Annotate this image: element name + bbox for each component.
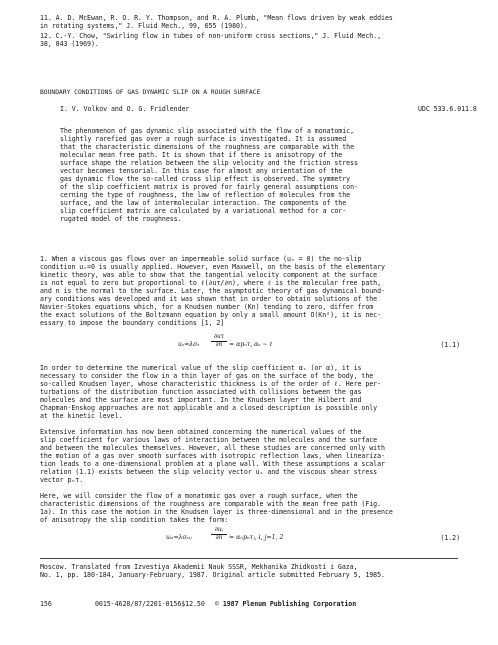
- abstract-line: vector becomes tensorial. In this case for almost any orientation of the: [60, 167, 343, 175]
- body-line: 1a). In this case the motion in the Knudsen layer is three-dimensional and in the presence: [40, 508, 393, 516]
- abstract: [60, 127, 358, 223]
- body-paragraph-1: [40, 255, 385, 327]
- body-line: and between the molecules themselves. However, all these studies are concerned only with: [40, 444, 385, 452]
- body-line: kinetic theory, was able to show that the tangential velocity component at the surface: [40, 271, 378, 279]
- udc-code: UDC 533.6.011.8: [418, 105, 477, 113]
- fraction-denominator: ∂n: [215, 341, 223, 348]
- abstract-line: slip coefficient matrix are calculated by a variational method for a cor-: [60, 207, 347, 215]
- equation-number: (1.2): [440, 534, 460, 542]
- body-line: necessary to consider the flow in a thin layer of gas on the surface of the body, the: [40, 372, 374, 380]
- body-line: characteristic dimensions of the roughness are comparable with the mean free path (Fig.: [40, 500, 382, 508]
- abstract-line: of the slip coefficient matrix is proved for fairly general assumptions con-: [60, 183, 358, 191]
- copyright-symbol: ©: [215, 600, 219, 608]
- fraction-denominator: ∂n: [215, 534, 223, 541]
- abstract-line: that the characteristic dimensions of the roughness are comparable with the: [60, 143, 354, 151]
- equation-rhs: = αpₙτ, αₛ ∼ ℓ: [229, 341, 273, 348]
- abstract-line: rugated model of the roughness.: [60, 215, 182, 223]
- equation-fraction: [211, 334, 227, 348]
- body-line: tion leads to a one-dimensional problem at a plane wall. With these assumptions a scalar: [40, 460, 385, 468]
- equation-fraction: [211, 527, 227, 541]
- body-line: Navier-Stokes equations which, for a Knudsen number (Kn) tending to zero, differ from: [40, 303, 374, 311]
- body-line: essary to impose the boundary conditions [1, 2]: [40, 319, 225, 327]
- equation-rhs: = αᵢⱼpₙτⱼ, i, j=1, 2: [229, 534, 284, 541]
- body-line: condition uᵢ=0 is usually applied. However, even Maxwell, on the basis of the elementary: [40, 263, 385, 271]
- footnote-line: No. 1, pp. 180-184, January-February, 1987. Original article submitted February 5, 1985.: [40, 571, 385, 579]
- body-paragraph-4: [40, 492, 393, 524]
- page-number: 156: [40, 600, 52, 608]
- reference-line: 38, 843 (1969).: [40, 40, 99, 48]
- body-line: vector pₙτ.: [40, 476, 84, 484]
- abstract-line: The phenomenon of gas dynamic slip associated with the flow of a monatomic,: [60, 127, 354, 135]
- abstract-line: cerning the type of roughness, the law of reflection of molecules from the: [60, 191, 351, 199]
- equation-lhs: uₛ=λσₛ: [178, 341, 200, 348]
- body-line: molecules and the surface are most important. In the Knudsen layer the Hilbert and: [40, 396, 362, 404]
- article-code: 0015-4628/87/2201-0156$12.50: [95, 600, 205, 608]
- body-line: at the kinetic level.: [40, 412, 123, 420]
- equation-number: (1.1): [440, 341, 460, 349]
- copyright-notice: [215, 600, 356, 608]
- body-line: Here, we will consider the flow of a monatomic gas over a rough surface, when the: [40, 492, 358, 500]
- body-line: of anisotropy the slip condition takes the form:: [40, 516, 229, 524]
- body-paragraph-3: [40, 428, 385, 484]
- reference-line: 11. A. D. McEwan, R. O. R. Y. Thompson, and R. A. Plumb, "Mean flows driven by weak eddies: [40, 14, 393, 22]
- footnote: [40, 563, 385, 579]
- equation-lhs: uₛᵢ=λσₛᵢⱼ: [166, 534, 192, 541]
- body-line: slip coefficient for various laws of interaction between the molecules and the surface: [40, 436, 378, 444]
- body-line: Chapman-Enskog approaches are not applicable and a closed description is possible only: [40, 404, 378, 412]
- abstract-line: surface shape the relation between the slip velocity and the friction stress: [60, 159, 358, 167]
- reference-11: [40, 14, 393, 30]
- abstract-line: slightly rarefied gas over a rough surface is investigated. It is assumed: [60, 135, 347, 143]
- copyright-text: 1987 Plenum Publishing Corporation: [218, 600, 357, 608]
- body-line: Extensive information has now been obtained concerning the numerical values of the: [40, 428, 362, 436]
- fraction-numerator: ∂uτ: [213, 333, 225, 340]
- article-title: BOUNDARY CONDITIONS OF GAS DYNAMIC SLIP ON A ROUGH SURFACE: [40, 88, 261, 96]
- body-line: 1. When a viscous gas flows over an impermeable solid surface (uₙ = 0) the no-slip: [40, 255, 362, 263]
- reference-line: in rotating systems," J. Fluid Mech., 99, 655 (1980).: [40, 22, 248, 30]
- footnote-divider: [40, 558, 458, 559]
- body-line: the motion of a gas over smooth surfaces with isotropic reflection laws, when lineariza-: [40, 452, 385, 460]
- abstract-line: surface, and the law of intermolecular interaction. The components of the: [60, 199, 347, 207]
- body-line: ary conditions was developed and it was shown that in order to obtain solutions of the: [40, 295, 378, 303]
- fraction-numerator: ∂uⱼ: [214, 526, 224, 533]
- reference-line: 12. C.-Y. Chow, "Swirling flow in tubes of non-uniform cross sections," J. Fluid Mech.,: [40, 32, 382, 40]
- footnote-line: Moscow. Translated from Izvestiya Akademii Nauk SSSR, Mekhanika Zhidkosti i Gaza,: [40, 563, 358, 571]
- reference-12: [40, 32, 381, 48]
- body-line: the exact solutions of the Boltzmann equation by only a small amount O(Kn²), it is nec-: [40, 311, 382, 319]
- abstract-line: molecular mean free path. It is shown that if there is anisotropy of the: [60, 151, 343, 159]
- body-line: turbations of the distribution function associated with collisions between the gas: [40, 388, 362, 396]
- article-authors: I. V. Volkov and O. G. Fridlender: [60, 105, 190, 113]
- body-line: In order to determine the numerical value of the slip coefficient αₛ (or α), it is: [40, 364, 362, 372]
- body-line: and n is the normal to the surface. Later, the asymptotic theory of gas dynamical bound-: [40, 287, 385, 295]
- body-paragraph-2: [40, 364, 381, 420]
- body-line: is not equal to zero but proportional to ℓ(∂uτ/∂n), where ℓ is the molecular free path,: [40, 279, 381, 287]
- abstract-line: gas dynamic flow the so-called cross slip effect is observed. The symmetry: [60, 175, 351, 183]
- body-line: relation (1.1) exists between the slip velocity vector uₛ and the viscous shear stress: [40, 468, 378, 476]
- body-line: so-called Knudsen layer, whose characteristic thickness is of the order of ℓ. Here per-: [40, 380, 382, 388]
